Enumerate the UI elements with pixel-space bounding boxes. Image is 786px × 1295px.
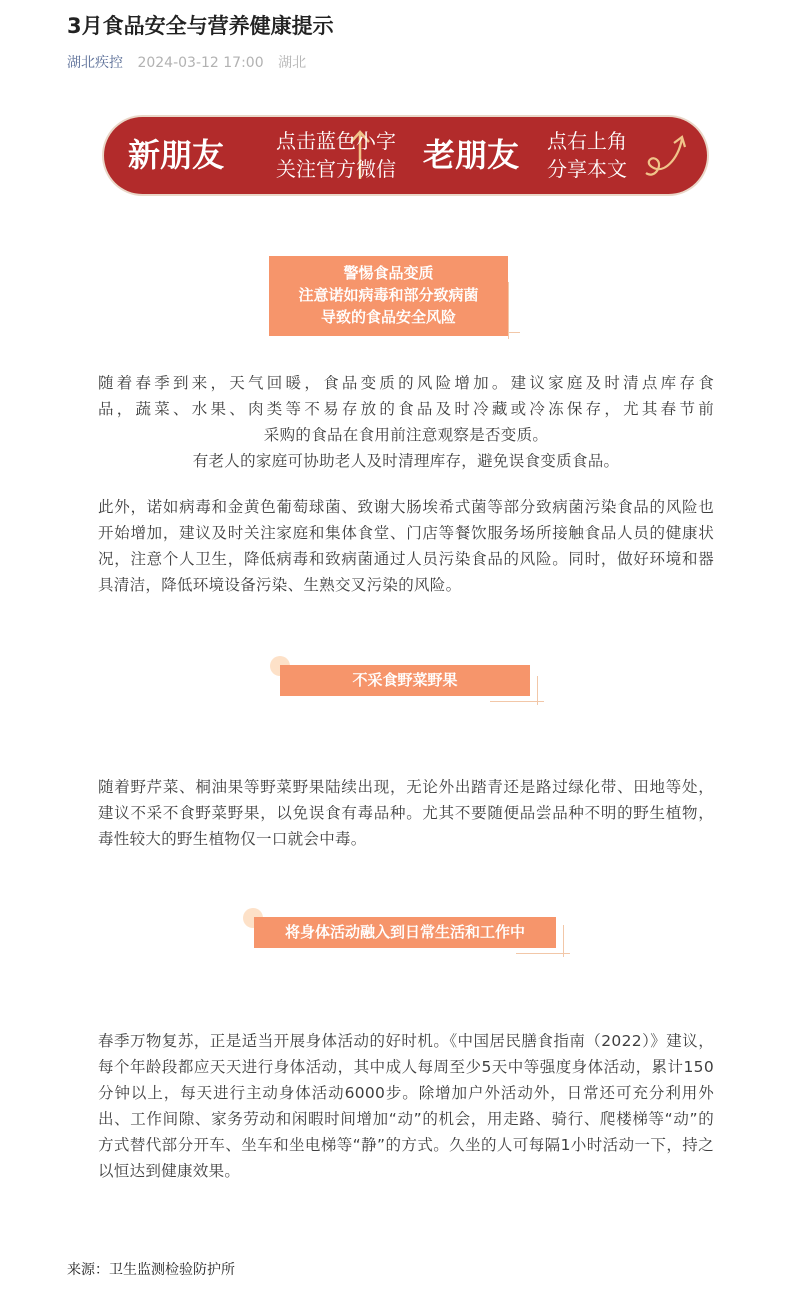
section1-paragraph1 (98, 370, 714, 474)
follow-banner (104, 117, 707, 194)
paragraph-text: 此外，诺如病毒和金黄色葡萄球菌、致谢大肠埃希式菌等部分致病菌污染食品的风险也开始增加，建议及时关注家庭和集体食堂、门店等餐饮服务场所接触食品人员的健康状况，注意个人卫生，降低病毒和致病菌通过人员污染食品的风险。同时，做好环境和器具清洁，降低环境设备污染、生熟交叉污染的风险。 (98, 498, 714, 594)
new-friend-label: 新朋友 (128, 136, 225, 174)
heading-decoration-line (490, 701, 544, 702)
new-friend-line2: 关注官方微信 (276, 157, 396, 181)
author-link[interactable]: 湖北疾控 (67, 55, 123, 71)
section1-paragraph2 (98, 494, 714, 598)
section1-heading (269, 256, 508, 336)
publish-region: 湖北 (278, 55, 307, 71)
paragraph-line: 有老人的家庭可协助老人及时清理库存，避免误食变质食品。 (192, 452, 620, 470)
paragraph-text: 春季万物复苏，正是适当开展身体活动的好时机。《中国居民膳食指南（2022）》建议，每个年龄段都应天天进行身体活动，其中成人每周至少5天中等强度身体活动，累计150分钟以上，每天进行主动身体活动6000步。除增加户外活动外，日常还可充分利用外出、工作间隙、家务劳动和闲暇时间增加“动”的机会，用走路、骑行、爬楼梯等“动”的方式替代部分开车、坐车和坐电梯等“静”的方式。久坐的人可每隔1小时活动一下，持之以恒达到健康效果。 (98, 1032, 714, 1180)
share-arrow-icon (640, 127, 690, 183)
new-friend-line1: 点击蓝色小字 (276, 129, 396, 153)
section2-paragraph (98, 774, 714, 852)
heading-decoration-line (516, 953, 570, 954)
section3-paragraph (98, 1028, 714, 1184)
paragraph-line: 随着春季到来，天气回暖，食品变质的风险增加。建议家庭及时清点库存食 (98, 374, 714, 392)
heading-decoration-line (508, 282, 509, 339)
section1-heading-line: 警惕食品变质 (343, 264, 434, 282)
paragraph-line: 品，蔬菜、水果、肉类等不易存放的食品及时冷藏或冷冻保存，尤其春节前 (98, 400, 714, 418)
article-title: 3月食品安全与营养健康提示 (67, 14, 334, 38)
section2-heading: 不采食野菜野果 (280, 665, 530, 696)
section1-heading-line: 注意诺如病毒和部分致病菌 (298, 286, 479, 304)
publish-date: 2024-03-12 17:00 (137, 55, 264, 71)
paragraph-text: 随着野芹菜、桐油果等野菜野果陆续出现，无论外出踏青还是路过绿化带、田地等处，建议不采不食野菜野果，以免误食有毒品种。尤其不要随便品尝品种不明的野生植物，毒性较大的野生植物仅一口就会中毒。 (98, 778, 714, 848)
old-friend-line2: 分享本文 (547, 157, 627, 181)
source-credit: 来源：卫生监测检验防护所 (67, 1262, 235, 1278)
paragraph-line: 采购的食品在食用前注意观察是否变质。 (263, 426, 549, 444)
old-friend-line1: 点右上角 (547, 129, 627, 153)
section1-heading-line: 导致的食品安全风险 (320, 308, 456, 326)
old-friend-label: 老朋友 (423, 136, 520, 174)
section3-heading: 将身体活动融入到日常生活和工作中 (254, 917, 556, 948)
article-meta (67, 53, 306, 73)
